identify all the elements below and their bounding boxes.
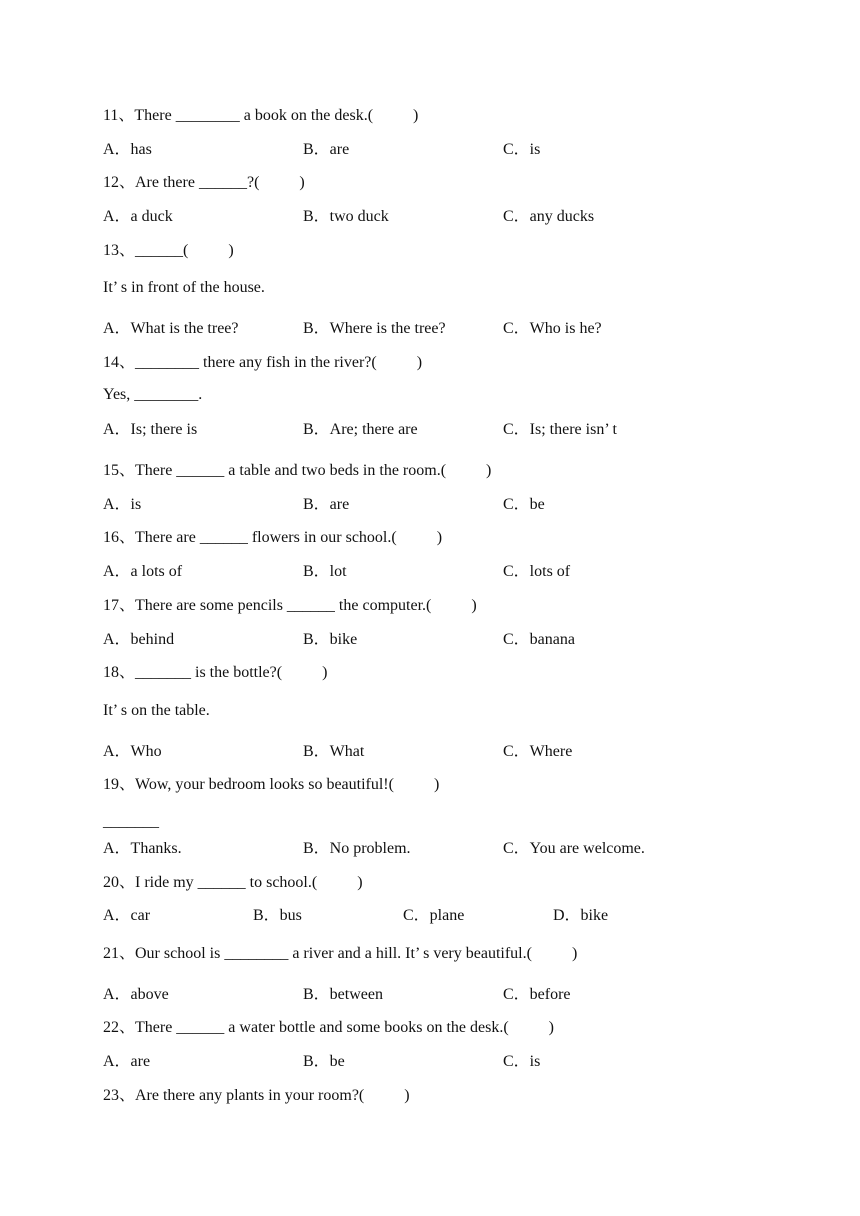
question-16-option-a[interactable]: A．a lots of (103, 563, 183, 580)
question-13-option-c[interactable]: C．Who is he? (503, 320, 602, 337)
question-13-option-b[interactable]: B．Where is the tree? (303, 320, 446, 337)
question-11-option-b[interactable]: B．are (303, 141, 350, 158)
question-22-option-b[interactable]: B．be (303, 1053, 345, 1070)
question-11-stem: 11、There ________ a book on the desk.( ) (103, 107, 419, 124)
question-15-option-b[interactable]: B．are (303, 496, 350, 513)
question-13-context: It’ s in front of the house. (103, 279, 265, 296)
question-22-option-c[interactable]: C．is (503, 1053, 541, 1070)
question-17-option-b[interactable]: B．bike (303, 631, 358, 648)
question-20-option-a[interactable]: A．car (103, 907, 151, 924)
question-21-stem: 21、Our school is ________ a river and a hill. It’ s very beautiful.( ) (103, 945, 578, 962)
question-19-answer-blank: _______ (103, 813, 159, 830)
question-18-option-b[interactable]: B．What (303, 743, 365, 760)
question-14-option-c[interactable]: C．Is; there isn’ t (503, 421, 617, 438)
question-15-option-c[interactable]: C．be (503, 496, 545, 513)
question-16-stem: 16、There are ______ flowers in our school.( ) (103, 529, 443, 546)
question-19-stem: 19、Wow, your bedroom looks so beautiful!( ) (103, 776, 440, 793)
question-12-option-c[interactable]: C．any ducks (503, 208, 595, 225)
question-16-option-c[interactable]: C．lots of (503, 563, 571, 580)
question-16-option-b[interactable]: B．lot (303, 563, 347, 580)
question-20-option-b[interactable]: B．bus (253, 907, 302, 924)
question-12-option-a[interactable]: A．a duck (103, 208, 173, 225)
question-13-stem: 13、______( ) (103, 242, 234, 259)
question-17-stem: 17、There are some pencils ______ the computer.( ) (103, 597, 477, 614)
question-13-option-a[interactable]: A．What is the tree? (103, 320, 239, 337)
question-18-option-c[interactable]: C．Where (503, 743, 573, 760)
question-18-stem: 18、_______ is the bottle?( ) (103, 664, 328, 681)
question-20-option-d[interactable]: D．bike (553, 907, 609, 924)
question-21-option-a[interactable]: A．above (103, 986, 169, 1003)
question-19-option-a[interactable]: A．Thanks. (103, 840, 182, 857)
question-17-option-c[interactable]: C．banana (503, 631, 575, 648)
question-15-option-a[interactable]: A．is (103, 496, 142, 513)
question-15-stem: 15、There ______ a table and two beds in the room.( ) (103, 462, 492, 479)
question-21-option-b[interactable]: B．between (303, 986, 383, 1003)
question-14-option-b[interactable]: B．Are; there are (303, 421, 418, 438)
question-14-context: Yes, ________. (103, 386, 203, 403)
question-19-option-b[interactable]: B．No problem. (303, 840, 411, 857)
question-20-option-c[interactable]: C．plane (403, 907, 465, 924)
question-19-option-c[interactable]: C．You are welcome. (503, 840, 645, 857)
question-22-option-a[interactable]: A．are (103, 1053, 151, 1070)
question-11-option-a[interactable]: A．has (103, 141, 152, 158)
question-21-option-c[interactable]: C．before (503, 986, 571, 1003)
question-17-option-a[interactable]: A．behind (103, 631, 175, 648)
question-18-option-a[interactable]: A．Who (103, 743, 162, 760)
question-20-stem: 20、I ride my ______ to school.( ) (103, 874, 363, 891)
question-18-context: It’ s on the table. (103, 702, 210, 719)
question-14-stem: 14、________ there any fish in the river?( ) (103, 354, 423, 371)
question-12-stem: 12、Are there ______?( ) (103, 174, 305, 191)
question-14-option-a[interactable]: A．Is; there is (103, 421, 198, 438)
question-12-option-b[interactable]: B．two duck (303, 208, 389, 225)
question-11-option-c[interactable]: C．is (503, 141, 541, 158)
question-22-stem: 22、There ______ a water bottle and some books on the desk.( ) (103, 1019, 555, 1036)
question-23-stem: 23、Are there any plants in your room?( ) (103, 1087, 410, 1104)
